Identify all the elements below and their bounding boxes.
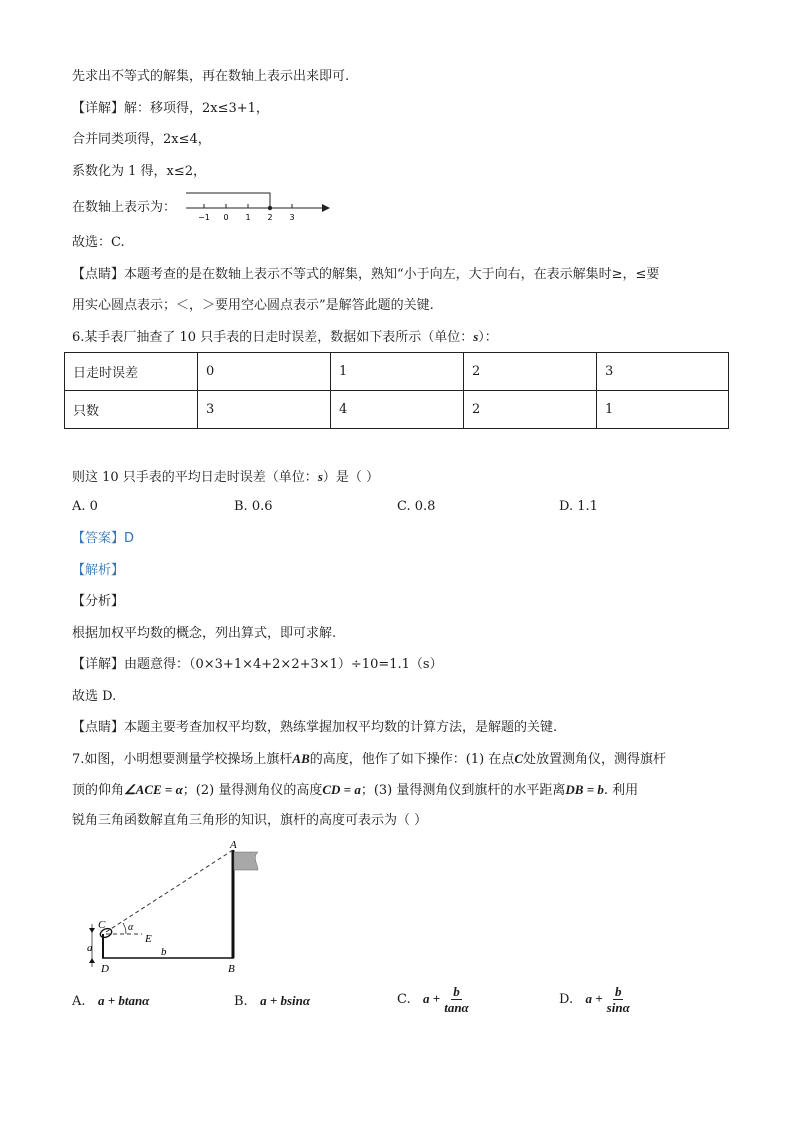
q5-detail-3: 系数化为 1 得，x≤2， (72, 164, 207, 179)
q5-detail-2: 合并同类项得，2x≤4， (72, 132, 211, 147)
q7-text: ；(3) 量得测角仪到旗杆的水平距离 (360, 783, 566, 798)
table-cell: 0 (198, 353, 331, 391)
q7-text: 顶的仰角 (72, 783, 125, 798)
label-alpha: α (128, 922, 134, 933)
unit-s: s (473, 329, 479, 344)
q6-stem-end: ）： (478, 330, 498, 345)
table-row (65, 391, 729, 429)
option-letter: D. (559, 992, 574, 1007)
q5-detail-1: 【详解】解：移项得，2x≤3+1， (72, 101, 269, 116)
fraction-denominator: sinα (606, 1000, 630, 1015)
q7-option-d (559, 984, 632, 1015)
table-cell: 2 (464, 391, 597, 429)
option-letter: C. (397, 992, 411, 1007)
label-B: B (228, 963, 235, 975)
q7-stem-line-3: 锐角三角函数解直角三角形的知识，旗杆的高度可表示为（ ） (72, 813, 428, 828)
tick-label: 2 (267, 213, 273, 222)
fraction-numerator: b (453, 984, 460, 999)
label-C: C (98, 919, 106, 931)
label-A: A (230, 839, 237, 851)
q7-angle: ∠ACE = α (124, 782, 183, 797)
option-letter: A. (72, 994, 86, 1009)
option-expr: a + btanα (97, 993, 150, 1008)
q6-answer-label: 【答案】D (72, 531, 135, 546)
q5-intro: 先求出不等式的解集，再在数轴上表示出来即可. (72, 69, 350, 84)
table-row (65, 353, 729, 391)
q6-option-a: A. 0 (72, 499, 98, 514)
q7-stem-line-2 (72, 781, 638, 800)
option-letter: B. (234, 994, 248, 1009)
q6-option-c: C. 0.8 (397, 499, 436, 514)
table-cell: 3 (198, 391, 331, 429)
q7-c: C (514, 751, 523, 766)
q6-question (72, 468, 379, 487)
q6-analysis: 【分析】 (72, 594, 125, 609)
q6-analysis-text: 根据加权平均数的概念，列出算式，即可求解. (72, 626, 337, 641)
table-cell: 1 (597, 391, 729, 429)
q6-stem-text: 6.某手表厂抽查了 10 只手表的日走时误差，数据如下表所示（单位： (72, 330, 474, 345)
table-cell: 2 (464, 353, 597, 391)
option-lead: a + (423, 991, 441, 1006)
q6-question-end: ）是（ ） (322, 470, 380, 485)
q7-stem-line-1 (72, 750, 666, 769)
tick-label: −1 (198, 213, 210, 222)
table-cell: 4 (331, 391, 464, 429)
table-cell: 只数 (65, 391, 198, 429)
q6-question-text: 则这 10 只手表的平均日走时误差（单位： (72, 470, 318, 485)
q7-text: 7.如图，小明想要测量学校操场上旗杆 (72, 752, 293, 767)
label-E: E (145, 933, 152, 945)
q7-cd: CD = a (322, 782, 361, 797)
q7-ab: AB (292, 751, 310, 766)
q5-comment-2: 用实心圆点表示；＜，＞要用空心圆点表示”是解答此题的关键. (72, 298, 434, 313)
q7-db: DB = b (565, 782, 604, 797)
tick-label: 3 (289, 213, 295, 222)
tick-label: 1 (245, 213, 251, 222)
flagpole-figure (84, 838, 274, 978)
q7-option-a (72, 993, 149, 1009)
table-cell: 3 (597, 353, 729, 391)
table-cell: 日走时误差 (65, 353, 198, 391)
q7-option-c (397, 984, 471, 1015)
fraction-denominator: tanα (444, 1000, 469, 1015)
q7-option-b (234, 993, 310, 1009)
q6-comment: 【点睛】本题主要考查加权平均数，熟练掌握加权平均数的计算方法，是解题的关键. (72, 720, 558, 735)
q7-text: ；(2) 量得测角仪的高度 (182, 783, 323, 798)
option-fraction (605, 984, 632, 1015)
tick-label: 0 (223, 213, 229, 222)
unit-s: s (317, 469, 323, 484)
q5-numberline-label: 在数轴上表示为： (72, 200, 177, 215)
option-lead: a + (585, 991, 603, 1006)
label-b: b (161, 946, 167, 958)
q6-choose: 故选 D. (72, 689, 117, 704)
q6-analysis-label: 【解析】 (72, 563, 125, 578)
option-fraction (442, 984, 471, 1015)
number-line-figure (182, 190, 332, 222)
q6-detail: 【详解】由题意得：（0×3+1×4+2×2+3×1）÷10=1.1（s） (72, 657, 443, 672)
label-D: D (101, 963, 109, 975)
q5-comment-1: 【点睛】本题考查的是在数轴上表示不等式的解集，熟知“小于向左，大于向右，在表示解集时≥，≤要 (72, 267, 660, 282)
table-cell: 1 (331, 353, 464, 391)
option-expr: a + bsinα (260, 993, 311, 1008)
watch-error-table (64, 352, 729, 429)
q5-answer: 故选：C. (72, 235, 125, 250)
q7-text: 处放置测角仪，测得旗杆 (522, 752, 666, 767)
fraction-numerator: b (614, 984, 622, 999)
q6-option-b: B. 0.6 (234, 499, 273, 514)
q6-option-d: D. 1.1 (559, 499, 598, 514)
q7-text: . 利用 (603, 783, 639, 798)
q6-stem (72, 328, 498, 347)
q7-text: 的高度，他作了如下操作：(1) 在点 (309, 752, 515, 767)
label-a: a (87, 942, 93, 954)
